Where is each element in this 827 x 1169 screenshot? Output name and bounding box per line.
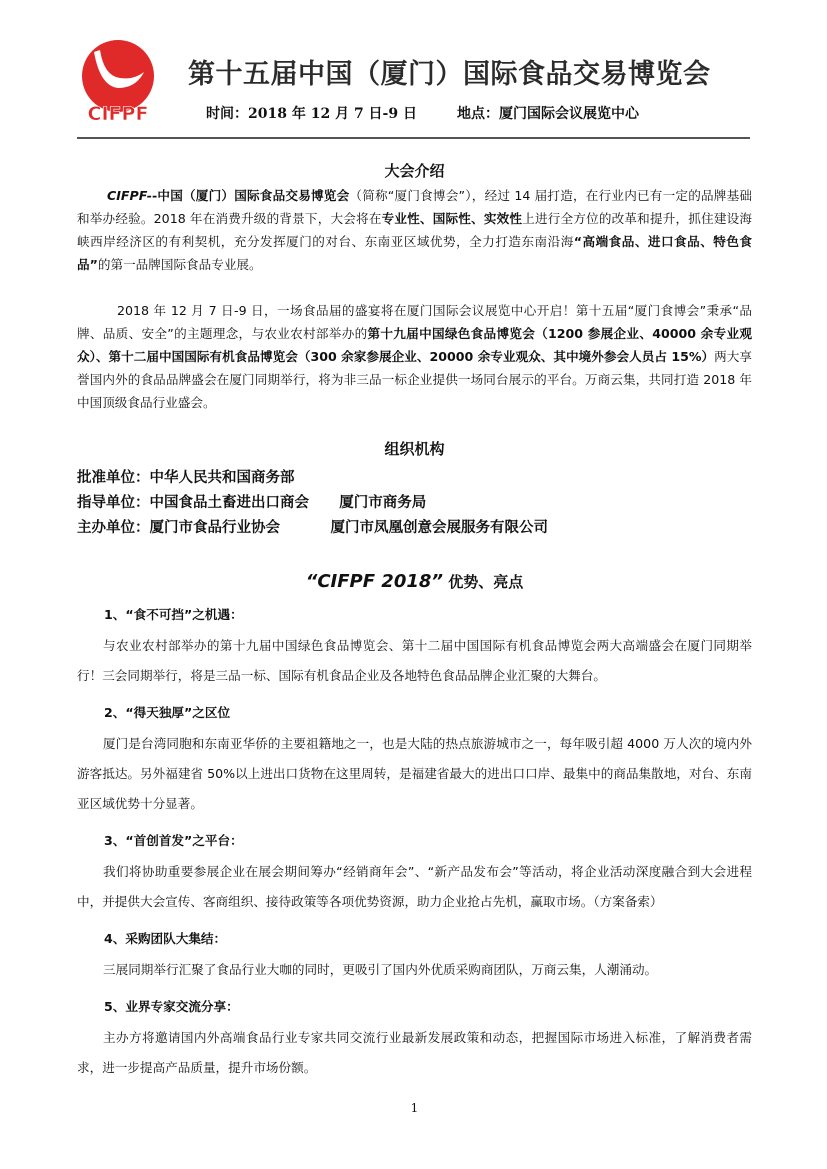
text-segment: 上进行全方位的改革和提升，抓住建设海峡西岸经济区的有利契机，充分发挥厦门的对台、东南亚区域优势，全力打造东南沿海 [77, 211, 753, 249]
text-segment: 第十九届中国绿色食品博览会（1200 参展企业、40000 余专业观众）、第十二届中国国际有机食品博览会（300 余家参展企业、20000 余专业观众、其中境外参会人员占 15%） [77, 326, 752, 364]
highlight-title: 4、采购团队大集结： [104, 931, 227, 946]
page-number: 1 [410, 1101, 419, 1115]
highlight-body: 与农业农村部举办的第十九届中国绿色食品博览会、第十二届中国国际有机食品博览会两大高端盛会在厦门同期举行！三会同期举行，将是三品一标、国际有机食品企业及各地特色食品品牌企业汇聚的大舞台。 [77, 638, 752, 683]
text-segment: CIFPF- [107, 188, 152, 203]
org-row-guidance: 指导单位：中国食品土畜进出口商会 厦门市商务局 [77, 495, 427, 511]
highlight-title: 5、业界专家交流分享： [104, 999, 239, 1014]
highlight-title: 3、“首创首发”之平台： [104, 833, 243, 848]
text-segment: 2018 年 12 月 7 日-9 日，一场食品届的盛宴将在厦门国际会议展览中心开启！第十五届“厦门食博会”秉承“品牌、品质、安全”的主题理念，与农业农村部举办的 [77, 303, 752, 341]
page-title: 第十五届中国（厦门）国际食品交易博览会 [188, 59, 711, 90]
highlights-heading-en: “CIFPF 2018” [305, 571, 443, 592]
svg-text:CIFPF: CIFPF [87, 103, 149, 125]
text-segment: 两大享誉国内外的食品品牌盛会在厦门同期举行，将为非三品一标企业提供一场同台展示的平台。万商云集，共同打造 2018 年中国顶级食品行业盛会。 [77, 349, 753, 410]
highlight-title: 1、“食不可挡”之机遇： [104, 607, 243, 622]
highlights-heading [77, 571, 752, 593]
event-time: 时间：2018 年 12 月 7 日-9 日 [206, 106, 417, 122]
event-venue: 地点：厦门国际会议展览中心 [457, 106, 639, 122]
text-segment: “高端食品、进口食品、特色食品” [77, 234, 753, 272]
text-segment: 的第一品牌国际食品专业展。 [97, 257, 262, 272]
cifpf-logo [78, 38, 158, 128]
highlight-body: 厦门是台湾同胞和东南亚华侨的主要祖籍地之一，也是大陆的热点旅游城市之一，每年吸引超 4000 万人次的境内外游客抵达。另外福建省 50%以上进出口货物在这里周转，是福建省最大的进出口口岸、最集中的商品集散地，对台、东南亚区域优势十分显著。 [77, 736, 752, 811]
text-segment: 专业性、国际性、实效性 [381, 211, 523, 226]
intro-paragraph-2 [77, 299, 752, 414]
highlight-body: 三展同期举行汇聚了食品行业大咖的同时，更吸引了国内外优质采购商团队，万商云集，人潮涌动。 [103, 962, 658, 977]
highlights-list [77, 605, 752, 1083]
intro-heading: 大会介绍 [384, 162, 445, 180]
intro-paragraph-1 [77, 184, 752, 276]
highlight-title: 2、“得天独厚”之区位 [104, 705, 231, 720]
org-row-host: 主办单位：厦门市食品行业协会 厦门市凤凰创意会展服务有限公司 [77, 520, 548, 536]
highlight-body: 我们将协助重要参展企业在展会期间筹办“经销商年会”、“新产品发布会”等活动，将企业活动深度融合到大会进程中，并提供大会宣传、客商组织、接待政策等各项优势资源，助力企业抢占先机，赢取市场。（方案备索） [77, 864, 752, 909]
highlight-body: 主办方将邀请国内外高端食品行业专家共同交流行业最新发展政策和动态，把握国际市场进入标准，了解消费者需求，进一步提高产品质量，提升市场份额。 [77, 1030, 752, 1075]
org-row-approval: 批准单位：中华人民共和国商务部 [77, 470, 295, 486]
text-segment: （简称“厦门食博会”），经过 14 届打造，在行业内已有一定的品牌基础和举办经验。2018 年在消费升级的背景下，大会将在 [77, 188, 752, 226]
organization-heading: 组织机构 [384, 440, 445, 458]
text-segment: -中国（厦门）国际食品交易博览会 [151, 188, 350, 203]
highlights-heading-cn: 优势、亮点 [443, 573, 524, 591]
document-body [77, 160, 752, 1115]
header-divider [77, 137, 750, 139]
